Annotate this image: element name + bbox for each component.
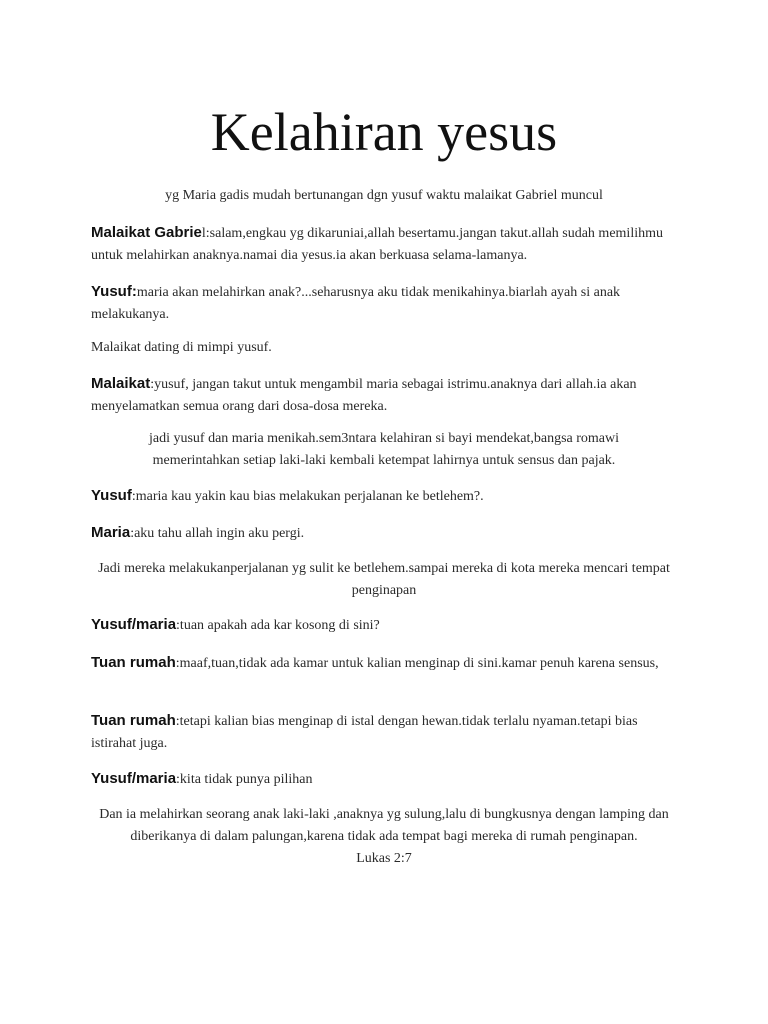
dialogue-tuan-rumah-2 — [91, 710, 681, 755]
speaker-name: Yusuf/maria — [91, 616, 177, 633]
speaker-name: Maria — [91, 524, 131, 541]
dialogue-malaikat — [91, 373, 681, 418]
intro-text: yg Maria gadis mudah bertunangan dgn yusuf waktu malaikat Gabriel muncul — [165, 188, 603, 203]
narration-1: Malaikat dating di mimpi yusuf. — [91, 340, 272, 355]
dialogue-text: :aku tahu allah ingin aku pergi. — [130, 526, 305, 541]
dialogue-text: :maaf,tuan,tidak ada kamar untuk kalian menginap di sini.kamar penuh karena sensus, — [175, 656, 659, 671]
speaker-name: Malaikat Gabrie — [91, 224, 202, 241]
dialogue-yusuf-maria-1 — [91, 614, 681, 637]
dialogue-text: :yusuf, jangan takut untuk mengambil maria sebagai istrimu.anaknya dari allah.ia akan menyelamatkan semua orang dari dosa-dosa mereka. — [91, 377, 637, 414]
dialogue-yusuf-maria-2 — [91, 768, 681, 791]
dialogue-tuan-rumah-1 — [91, 652, 681, 675]
bible-reference: Lukas 2:7 — [356, 851, 412, 866]
speaker-name: Yusuf/maria — [91, 770, 177, 787]
closing-paragraph — [80, 804, 688, 870]
dialogue-text: :maria kau yakin kau bias melakukan perjalanan ke betlehem?. — [131, 489, 484, 504]
closing-text: Dan ia melahirkan seorang anak laki-laki ,anaknya yg sulung,lalu di bungkusnya dengan lamping dan diberikanya di dalam palungan,karena tidak ada tempat bagi mereka di rumah penginapan. — [99, 807, 669, 844]
dialogue-text: maria akan melahirkan anak?...seharusnya aku tidak menikahinya.biarlah ayah si anak melakukanya. — [91, 285, 621, 322]
speaker-name: Tuan rumah — [91, 654, 176, 671]
dialogue-text: :kita tidak punya pilihan — [176, 772, 313, 787]
speaker-name: Malaikat — [91, 375, 151, 392]
dialogue-malaikat-gabriel — [91, 222, 681, 267]
dialogue-yusuf-1 — [91, 281, 681, 326]
dialogue-text: l:salam,engkau yg dikaruniai,allah besertamu.jangan takut.allah sudah memilihmu untuk melahirkan anaknya.namai dia yesus.ia akan berkuasa selama-lamanya. — [91, 226, 663, 263]
narration-3: Jadi mereka melakukanperjalanan yg sulit ke betlehem.sampai mereka di kota mereka mencari tempat penginapan — [98, 561, 670, 598]
page-title: Kelahiran yesus — [210, 102, 558, 162]
speaker-name: Yusuf — [91, 487, 132, 504]
dialogue-text: :tuan apakah ada kar kosong di sini? — [176, 618, 380, 633]
speaker-name: Yusuf: — [91, 283, 137, 300]
dialogue-text: :tetapi kalian bias menginap di istal dengan hewan.tidak terlalu nyaman.tetapi bias istirahat juga. — [91, 714, 638, 751]
dialogue-yusuf-2 — [91, 485, 681, 508]
speaker-name: Tuan rumah — [91, 712, 176, 729]
dialogue-maria — [91, 522, 681, 545]
narration-2: jadi yusuf dan maria menikah.sem3ntara kelahiran si bayi mendekat,bangsa romawi memerintahkan setiap laki-laki kembali ketempat lahirnya untuk sensus dan pajak. — [148, 431, 619, 468]
